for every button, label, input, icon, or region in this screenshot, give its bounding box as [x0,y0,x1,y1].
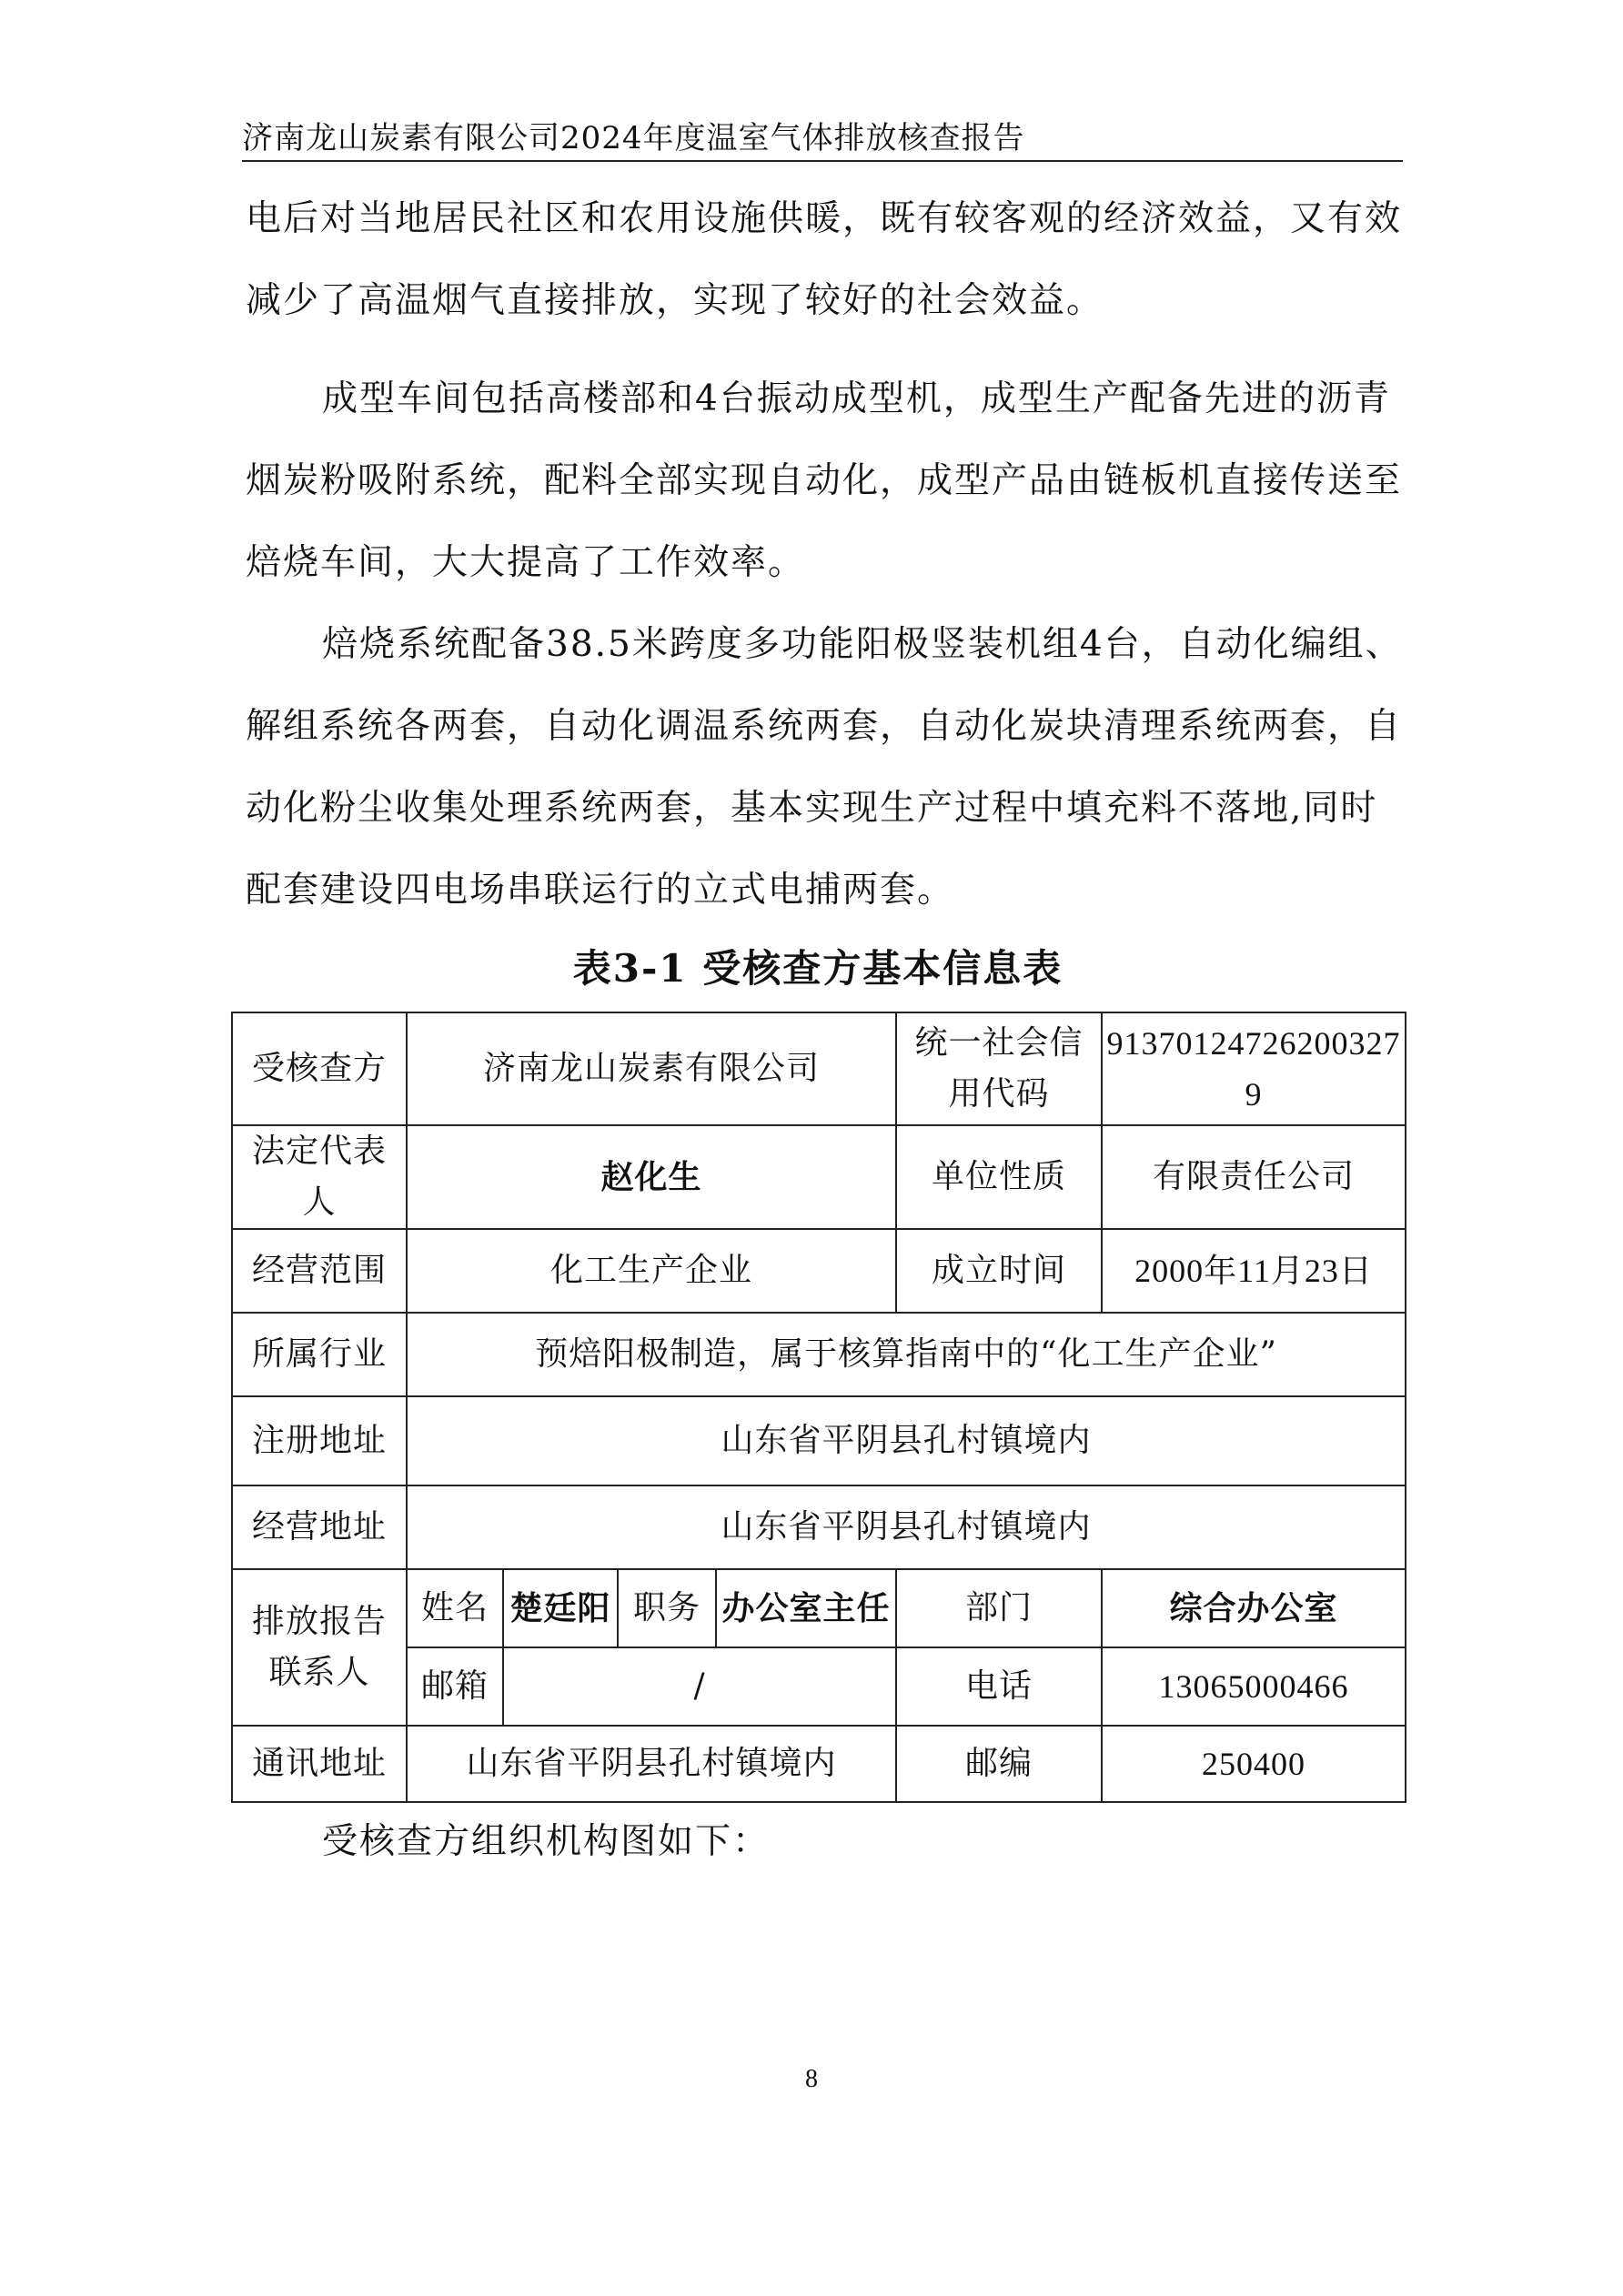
label-verified-party: 受核查方 [232,1012,407,1125]
table-row [232,1569,1406,1647]
value-contact-email: / [503,1647,896,1726]
value-mailing-address: 山东省平阴县孔村镇境内 [407,1726,896,1802]
value-contact-position: 办公室主任 [716,1569,896,1647]
value-industry: 预焙阳极制造，属于核算指南中的“化工生产企业” [407,1313,1406,1396]
table-row [232,1313,1406,1396]
value-business-address: 山东省平阴县孔村镇境内 [407,1485,1406,1569]
table-row [232,1396,1406,1485]
value-postal-code: 250400 [1102,1726,1406,1802]
label-postal-code: 邮编 [896,1726,1102,1802]
value-business-scope: 化工生产企业 [407,1229,896,1313]
value-registered-address: 山东省平阴县孔村镇境内 [407,1396,1406,1485]
label-contact-name: 姓名 [407,1569,503,1647]
running-header: 济南龙山炭素有限公司2024年度温室气体排放核查报告 [242,120,1025,156]
label-contact-dept: 部门 [896,1569,1102,1647]
value-contact-name: 楚廷阳 [503,1569,618,1647]
paragraph-baking-system: 焙烧系统配备38.5米跨度多功能阳极竖装机组4台，自动化编组、解组系统各两套，自动化调温系统两套，自动化炭块清理系统两套，自动化粉尘收集处理系统两套，基本实现生产过程中填充料不落地,同时配套建设四电场串联运行的立式电捕两套。 [246,624,1403,911]
label-founded-date: 成立时间 [896,1229,1102,1313]
table-row [232,1647,1406,1726]
label-contact-phone: 电话 [896,1647,1102,1726]
value-entity-type: 有限责任公司 [1102,1125,1406,1229]
label-contact-email: 邮箱 [407,1647,503,1726]
label-business-address: 经营地址 [232,1485,407,1569]
label-business-scope: 经营范围 [232,1229,407,1313]
table-row [232,1726,1406,1802]
table-row [232,1229,1406,1313]
label-mailing-address: 通讯地址 [232,1726,407,1802]
value-contact-phone: 13065000466 [1102,1647,1406,1726]
label-legal-rep: 法定代表人 [232,1125,407,1229]
value-contact-dept: 综合办公室 [1102,1569,1406,1647]
label-report-contact: 排放报告联系人 [232,1569,407,1726]
label-credit-code: 统一社会信用代码 [896,1012,1102,1125]
value-legal-rep: 赵化生 [407,1125,896,1229]
label-registered-address: 注册地址 [232,1396,407,1485]
paragraph-heating-benefits: 电后对当地居民社区和农用设施供暖，既有较客观的经济效益，又有效减少了高温烟气直接排放，实现了较好的社会效益。 [246,198,1403,321]
label-contact-position: 职务 [618,1569,716,1647]
value-founded-date: 2000年11月23日 [1102,1229,1406,1313]
paragraph-forming-workshop: 成型车间包括高楼部和4台振动成型机，成型生产配备先进的沥青烟炭粉吸附系统，配料全部实现自动化，成型产品由链板机直接传送至焙烧车间，大大提高了工作效率。 [246,378,1403,583]
table-row [232,1485,1406,1569]
label-industry: 所属行业 [232,1313,407,1396]
value-verified-party: 济南龙山炭素有限公司 [407,1012,896,1125]
basic-info-table [231,1012,1406,1803]
value-credit-code: 913701247262003279 [1102,1012,1406,1125]
header-rule [242,160,1403,162]
table-caption: 表3-1 受核查方基本信息表 [572,946,1064,991]
table-row [232,1012,1406,1125]
label-entity-type: 单位性质 [896,1125,1102,1229]
table-row [232,1125,1406,1229]
org-chart-intro: 受核查方组织机构图如下： [322,1821,771,1862]
page-number: 8 [805,2065,818,2093]
